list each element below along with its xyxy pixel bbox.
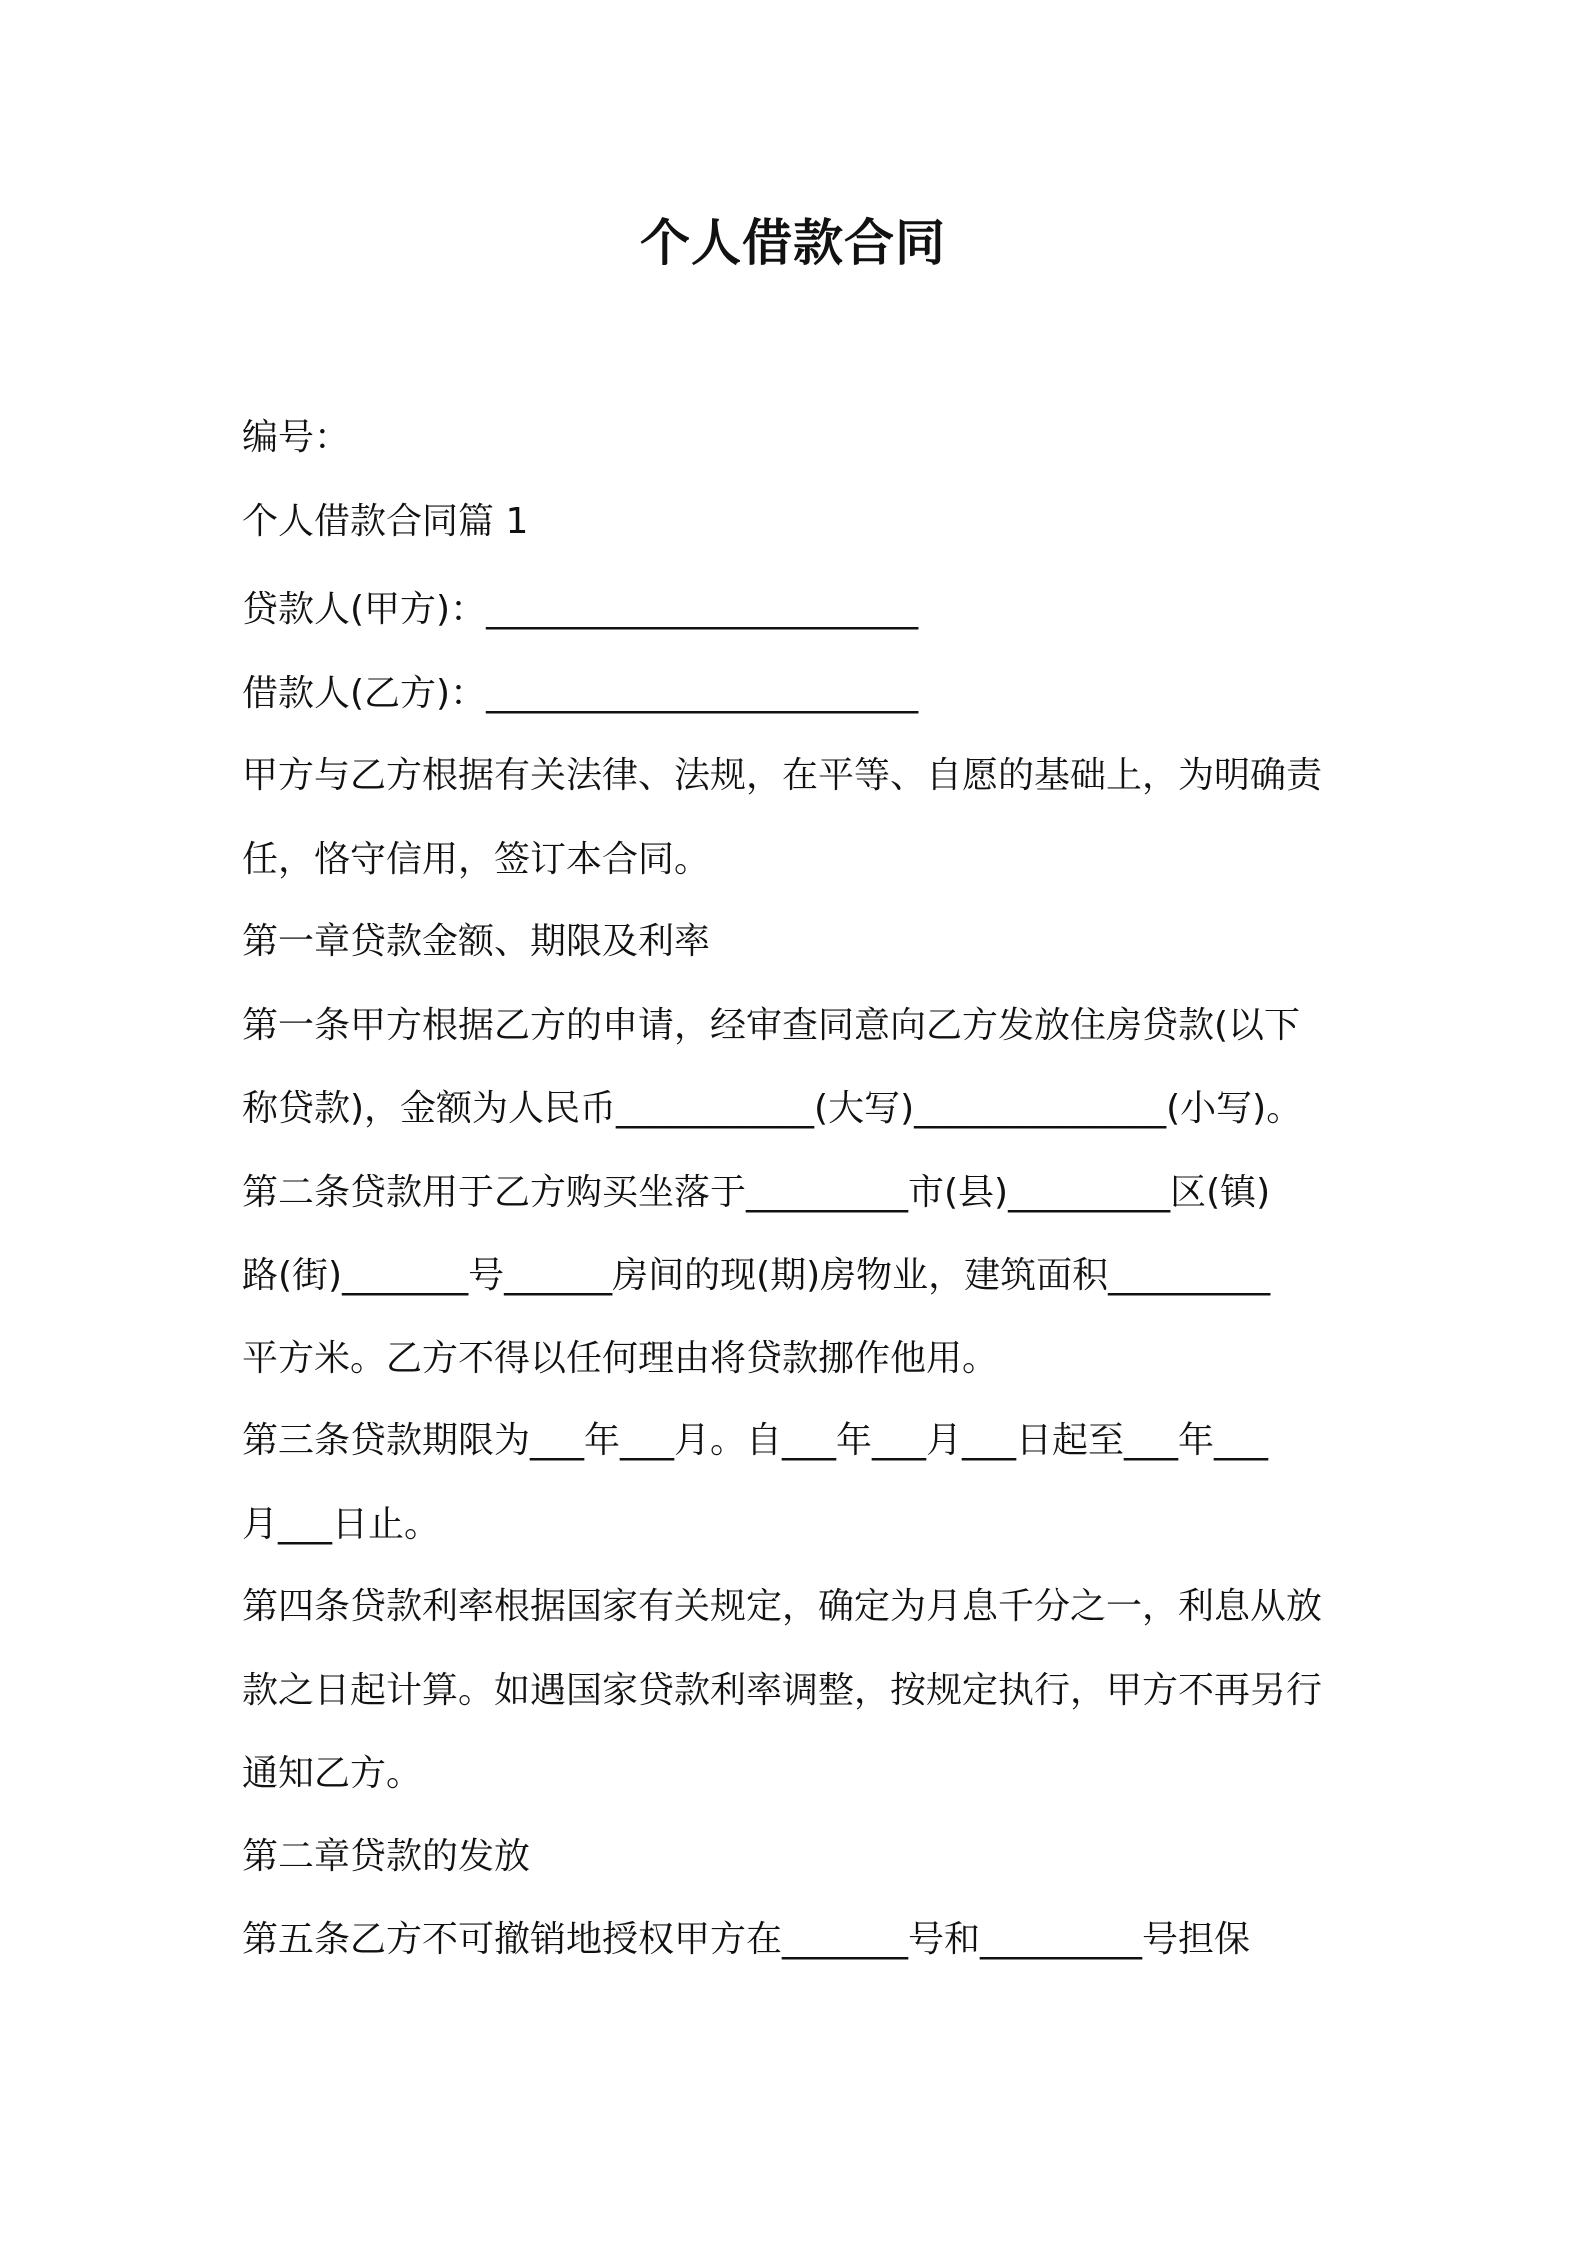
contract-number-label: 编号： [242, 417, 351, 458]
document-title: 个人借款合同 [640, 214, 946, 272]
paragraph-line: 第一条甲方根据乙方的申请，经审查同意向乙方发放住房贷款(以下 [242, 1005, 1301, 1046]
paragraph-line: 月___日止。 [242, 1504, 441, 1545]
chapter-heading: 第二章贷款的发放 [242, 1836, 531, 1877]
paragraph-line: 通知乙方。 [242, 1753, 423, 1794]
paragraph-line: 平方米。乙方不得以任何理由将贷款挪作他用。 [242, 1338, 999, 1379]
paragraph-line: 任，恪守信用，签订本合同。 [242, 839, 711, 880]
paragraph-line: 第三条贷款期限为___年___月。自___年___月___日起至___年___ [242, 1420, 1269, 1461]
paragraph-line: 称贷款)，金额为人民币___________(大写)______________(小写)。 [242, 1088, 1303, 1129]
paragraph-line: 第四条贷款利率根据国家有关规定，确定为月息千分之一，利息从放 [242, 1586, 1323, 1627]
paragraph-line: 款之日起计算。如遇国家贷款利率调整，按规定执行，甲方不再另行 [242, 1670, 1323, 1711]
paragraph-line: 甲方与乙方根据有关法律、法规，在平等、自愿的基础上，为明确责 [242, 755, 1323, 796]
paragraph-line: 第二条贷款用于乙方购买坐落于_________市(县)_________区(镇) [242, 1172, 1271, 1213]
chapter-heading: 第一章贷款金额、期限及利率 [242, 921, 711, 962]
paragraph-line: 路(街)_______号______房间的现(期)房物业，建筑面积_________ [242, 1255, 1271, 1296]
lender-line: 贷款人(甲方)：________________________ [242, 589, 919, 630]
section-heading: 个人借款合同篇 1 [242, 501, 529, 542]
borrower-line: 借款人(乙方)：________________________ [242, 673, 919, 714]
paragraph-line: 第五条乙方不可撤销地授权甲方在_______号和_________号担保 [242, 1919, 1251, 1960]
